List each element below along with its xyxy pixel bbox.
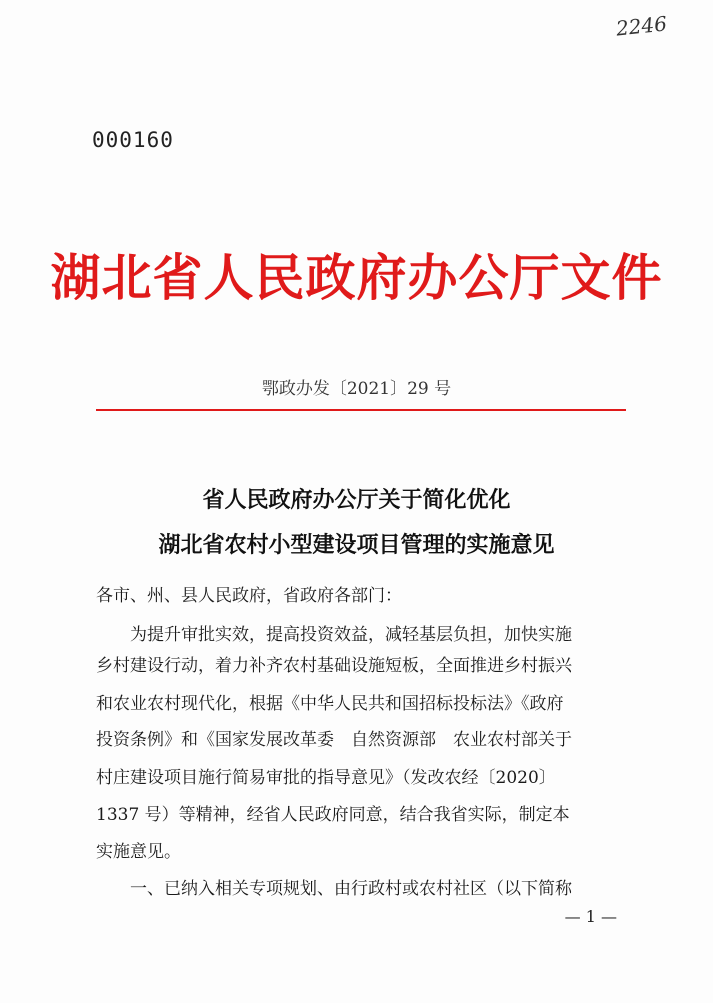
handwritten-note: 2246 <box>614 11 669 41</box>
body-line: 为提升审批实效，提高投资效益，减轻基层负担，加快实施 <box>130 625 572 645</box>
body-line: 乡村建设行动，着力补齐农村基础设施短板，全面推进乡村振兴 <box>96 656 572 676</box>
issuer-header: 湖北省人民政府办公厅文件 <box>50 249 663 307</box>
document-heading-line-1: 省人民政府办公厅关于简化优化 <box>202 488 511 513</box>
page-number: — 1 — <box>564 907 617 926</box>
body-line: 实施意见。 <box>96 842 181 862</box>
body-line: 和农业农村现代化，根据《中华人民共和国招标投标法》《政府 <box>96 694 564 714</box>
serial-number: 000160 <box>92 128 174 152</box>
salutation: 各市、州、县人民政府，省政府各部门： <box>96 586 402 606</box>
document-heading-line-2: 湖北省农村小型建设项目管理的实施意见 <box>158 533 555 558</box>
red-divider <box>96 409 626 411</box>
body-line: 村庄建设项目施行简易审批的指导意见》（发改农经〔2020〕 <box>96 768 556 788</box>
body-line: 投资条例》和《国家发展改革委 自然资源部 农业农村部关于 <box>96 730 572 750</box>
document-number: 鄂政办发〔2021〕29 号 <box>261 379 452 399</box>
body-line: 一、已纳入相关专项规划、由行政村或农村社区（以下简称 <box>130 879 572 899</box>
body-line: 1337 号）等精神，经省人民政府同意，结合我省实际，制定本 <box>96 805 570 825</box>
